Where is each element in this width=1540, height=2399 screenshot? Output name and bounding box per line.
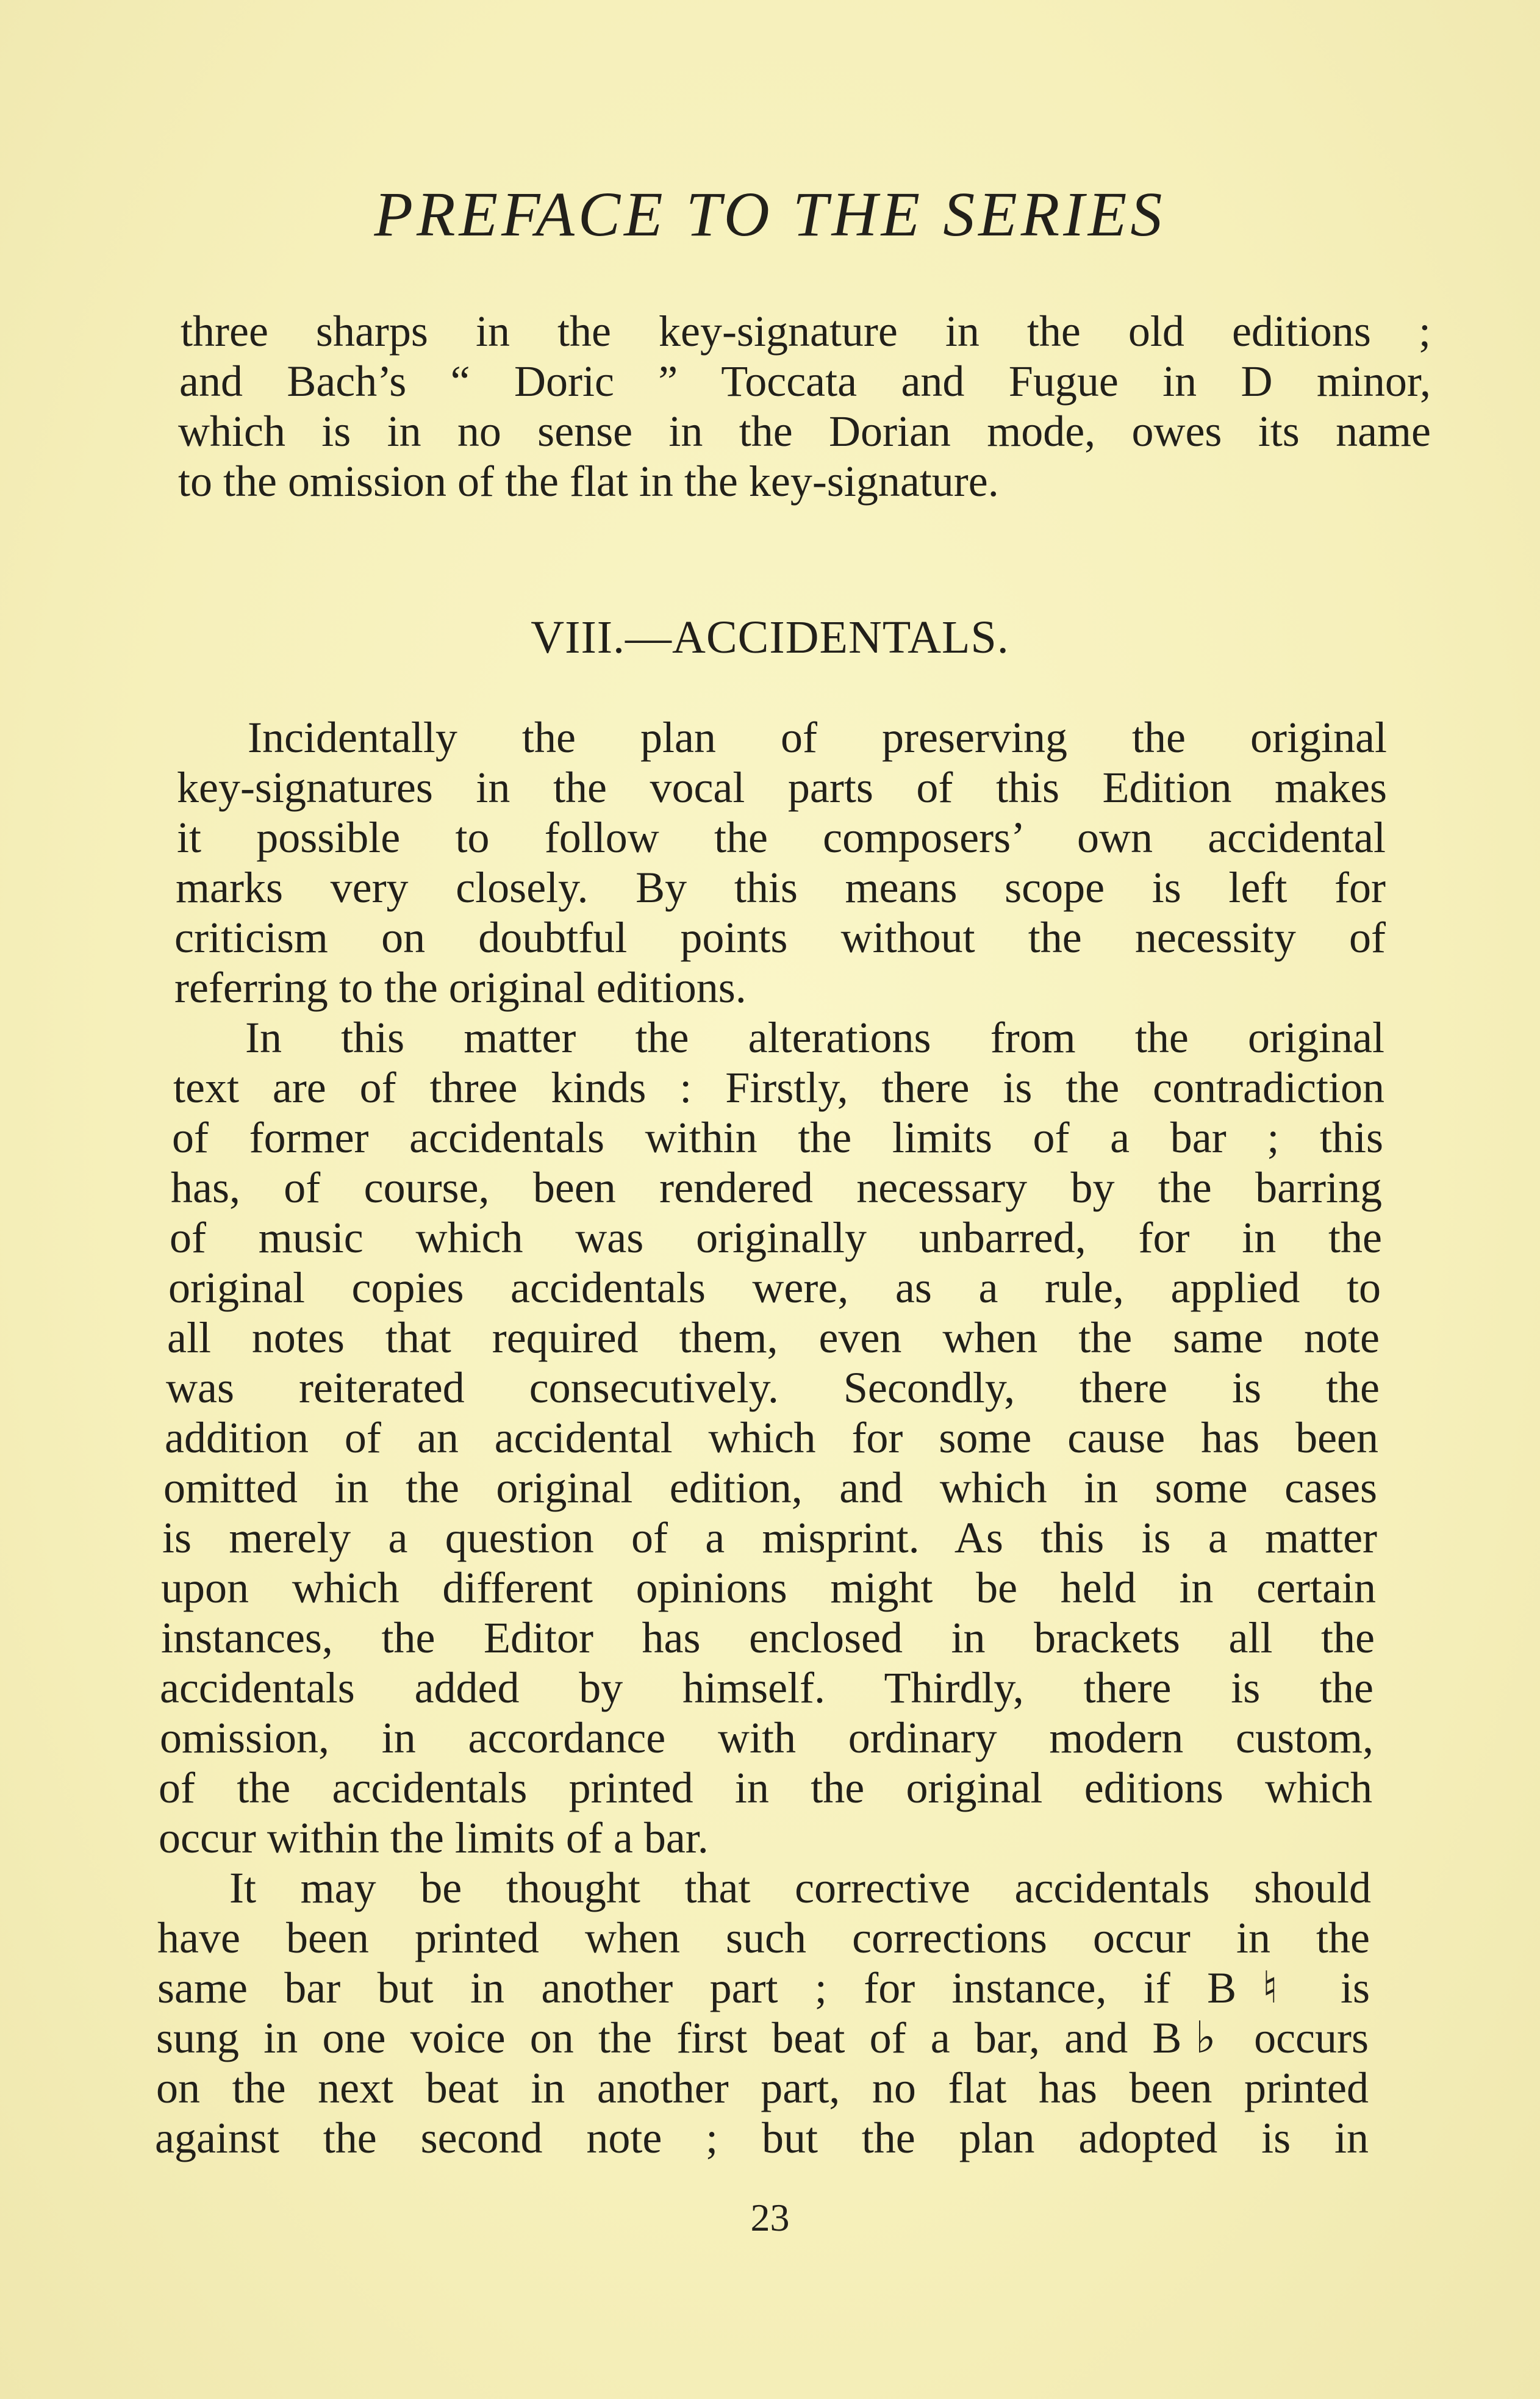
text-line: In this matter the alterations from the original xyxy=(245,1013,1384,1062)
page-number: 23 xyxy=(750,2196,790,2239)
text-line: addition of an accidental which for some cause has been xyxy=(165,1413,1378,1462)
text-line: of music which was originally unbarred, for in the xyxy=(170,1213,1382,1262)
text-line: Incidentally the plan of preserving the original xyxy=(248,713,1387,762)
section-heading: VIII.—ACCIDENTALS. xyxy=(531,612,1009,663)
text-line: marks very closely. By this means scope is left for xyxy=(176,863,1386,912)
text-line: instances, the Editor has enclosed in brackets all the xyxy=(161,1613,1375,1662)
text-line: It may be thought that corrective accidentals should xyxy=(229,1863,1371,1912)
text-line: sung in one voice on the first beat of a bar, and B♭ occurs xyxy=(156,2014,1369,2062)
text-line: referring to the original editions. xyxy=(174,963,747,1012)
text-line: have been printed when such corrections occur in the xyxy=(157,1913,1370,1962)
running-head: PREFACE TO THE SERIES xyxy=(374,179,1166,249)
text-line: has, of course, been rendered necessary by the barring xyxy=(171,1163,1382,1212)
text-line: text are of three kinds : Firstly, there is the contradiction xyxy=(173,1063,1384,1112)
text-line: omission, in accordance with ordinary modern custom, xyxy=(160,1713,1373,1762)
text-line: is merely a question of a misprint. As this is a matter xyxy=(162,1513,1377,1562)
text-line: criticism on doubtful points without the necessity of xyxy=(174,913,1386,962)
text-line: three sharps in the key-signature in the old editions ; xyxy=(181,307,1431,356)
text-line: of the accidentals printed in the original editions which xyxy=(159,1763,1372,1812)
text-line: accidentals added by himself. Thirdly, there is the xyxy=(160,1663,1373,1712)
text-line: to the omission of the flat in the key-signature. xyxy=(178,457,999,506)
text-line: upon which different opinions might be held in certain xyxy=(161,1563,1376,1612)
text-line: same bar but in another part ; for instance, if B♮ is xyxy=(157,1963,1370,2012)
text-line: which is in no sense in the Dorian mode, owes its name xyxy=(178,407,1431,456)
text-line: and Bach’s “ Doric ” Toccata and Fugue in D minor, xyxy=(179,357,1431,406)
text-line: omitted in the original edition, and which in some cases xyxy=(163,1463,1377,1512)
text-line: key-signatures in the vocal parts of this Edition makes xyxy=(177,763,1387,812)
text-line: of former accidentals within the limits of a bar ; this xyxy=(172,1113,1383,1162)
text-line: was reiterated consecutively. Secondly, there is the xyxy=(166,1363,1380,1412)
text-line: against the second note ; but the plan adopted is in xyxy=(155,2114,1369,2162)
text-line: all notes that required them, even when the same note xyxy=(167,1313,1380,1362)
text-line: it possible to follow the composers’ own accidental xyxy=(177,813,1386,862)
text-line: on the next beat in another part, no flat has been printed xyxy=(156,2064,1369,2112)
text-line: original copies accidentals were, as a rule, applied to xyxy=(168,1263,1381,1312)
text-line: occur within the limits of a bar. xyxy=(159,1813,709,1862)
